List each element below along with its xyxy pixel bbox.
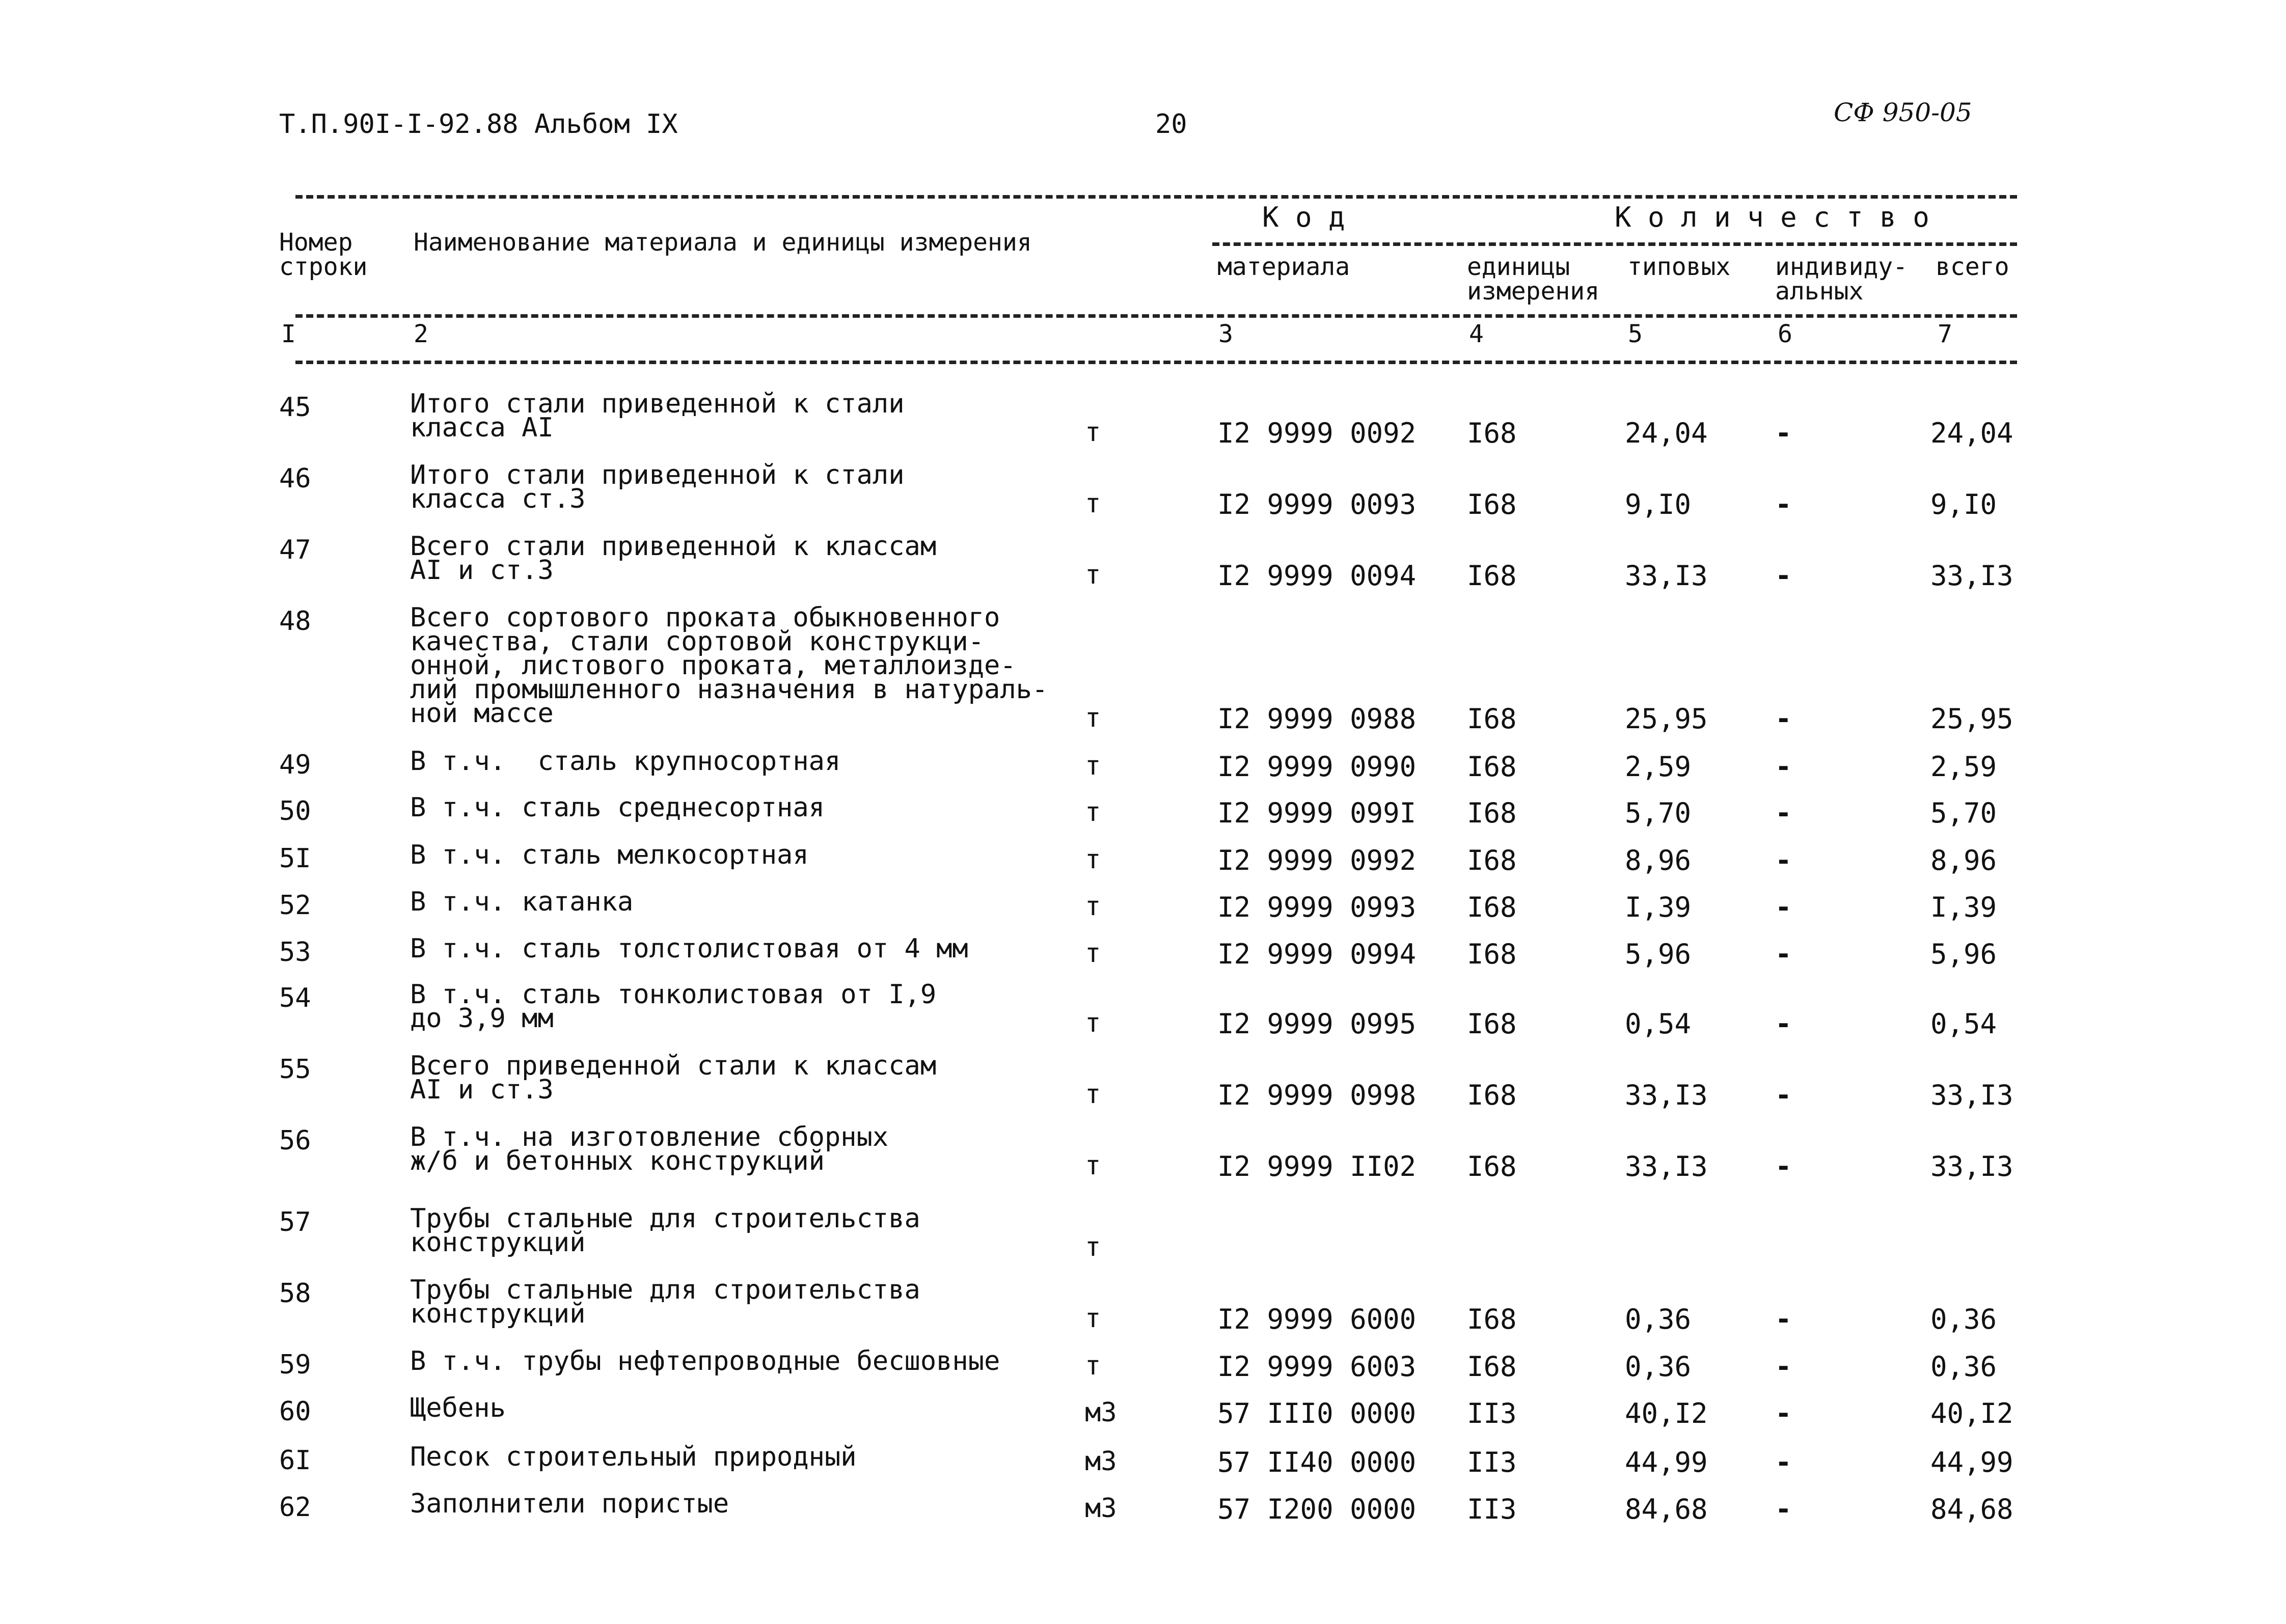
- total-quantity: 5,96: [1930, 938, 1997, 970]
- individual-quantity: -: [1775, 1397, 1792, 1429]
- column-number-5: 5: [1628, 320, 1643, 348]
- unit-code: I68: [1467, 703, 1517, 735]
- unit-code: I68: [1467, 1008, 1517, 1040]
- row-number: 55: [279, 1054, 311, 1085]
- typical-quantity: 33,I3: [1625, 560, 1708, 592]
- typical-quantity: 33,I3: [1625, 1079, 1708, 1111]
- unit-of-measure: т: [1085, 560, 1101, 590]
- row-number: 5I: [279, 843, 311, 874]
- unit-of-measure: м3: [1085, 1493, 1117, 1524]
- col-typical-header: типовых: [1627, 253, 1731, 281]
- typical-quantity: 40,I2: [1625, 1397, 1708, 1429]
- row-number: 53: [279, 937, 311, 968]
- individual-quantity: -: [1775, 1150, 1792, 1182]
- material-name: Песок строительный природный: [410, 1442, 857, 1472]
- material-name: Трубы стальные для строительства конструкций: [410, 1275, 920, 1329]
- unit-code: I68: [1467, 751, 1517, 783]
- row-number: 46: [279, 463, 311, 494]
- material-code: I2 9999 0988: [1217, 703, 1417, 735]
- unit-of-measure: т: [1085, 891, 1101, 922]
- material-code: I2 9999 0093: [1217, 488, 1417, 520]
- individual-quantity: -: [1775, 488, 1792, 520]
- row-number: 47: [279, 535, 311, 565]
- individual-quantity: -: [1775, 1008, 1792, 1040]
- column-number-4: 4: [1469, 320, 1484, 348]
- unit-code: I68: [1467, 1303, 1517, 1335]
- unit-code: I68: [1467, 1079, 1517, 1111]
- material-name: В т.ч. на изготовление сборных ж/б и бетонных конструкций: [410, 1122, 889, 1176]
- column-number-7: 7: [1938, 320, 1952, 348]
- individual-quantity: -: [1775, 417, 1792, 449]
- total-quantity: 0,36: [1930, 1351, 1997, 1383]
- row-number: 57: [279, 1207, 311, 1237]
- row-number: 52: [279, 890, 311, 921]
- material-code: I2 9999 0992: [1217, 844, 1417, 876]
- unit-code: I68: [1467, 1351, 1517, 1383]
- column-number-6: 6: [1778, 320, 1792, 348]
- total-quantity: 0,54: [1930, 1008, 1997, 1040]
- total-quantity: 2,59: [1930, 751, 1997, 783]
- quantity-group-header: К о л и ч е с т в о: [1615, 201, 1929, 233]
- row-number: 45: [279, 392, 311, 423]
- material-code: 57 III0 0000: [1217, 1397, 1417, 1429]
- column-number-1: I: [281, 320, 296, 348]
- material-code: I2 9999 099I: [1217, 797, 1417, 829]
- material-name: В т.ч. катанка: [410, 887, 634, 917]
- code-group-header: К о д: [1262, 201, 1345, 233]
- typical-quantity: 25,95: [1625, 703, 1708, 735]
- typical-quantity: I,39: [1625, 891, 1692, 923]
- total-quantity: 9,I0: [1930, 488, 1997, 520]
- row-number: 50: [279, 796, 311, 827]
- material-code: I2 9999 6003: [1217, 1351, 1417, 1383]
- unit-code: I68: [1467, 844, 1517, 876]
- row-number: 6I: [279, 1445, 311, 1476]
- material-code: I2 9999 0092: [1217, 417, 1417, 449]
- row-number: 59: [279, 1350, 311, 1380]
- typical-quantity: 0,54: [1625, 1008, 1692, 1040]
- material-code: 57 II40 0000: [1217, 1446, 1417, 1478]
- document-reference: Т.П.90I-I-92.88 Альбом IX: [279, 109, 678, 140]
- col-material-code-header: материала: [1217, 253, 1350, 281]
- typical-quantity: 2,59: [1625, 751, 1692, 783]
- typical-quantity: 5,70: [1625, 797, 1692, 829]
- material-code: I2 9999 0998: [1217, 1079, 1417, 1111]
- unit-of-measure: т: [1085, 1351, 1101, 1381]
- row-number: 54: [279, 983, 311, 1013]
- unit-of-measure: м3: [1085, 1446, 1117, 1477]
- unit-code: I68: [1467, 417, 1517, 449]
- column-numbers-bottom-rule: [295, 361, 2017, 364]
- total-quantity: 33,I3: [1930, 1150, 2013, 1182]
- unit-of-measure: м3: [1085, 1397, 1117, 1428]
- unit-code: II3: [1467, 1397, 1517, 1429]
- individual-quantity: -: [1775, 703, 1792, 735]
- row-number: 58: [279, 1278, 311, 1309]
- material-code: I2 9999 0994: [1217, 938, 1417, 970]
- unit-code: II3: [1467, 1446, 1517, 1478]
- typical-quantity: 44,99: [1625, 1446, 1708, 1478]
- unit-of-measure: т: [1085, 703, 1101, 733]
- material-name: Заполнители пористые: [410, 1489, 729, 1519]
- unit-of-measure: т: [1085, 488, 1101, 519]
- unit-of-measure: т: [1085, 1079, 1101, 1110]
- unit-code: I68: [1467, 891, 1517, 923]
- material-name: Итого стали приведенной к стали класса ст.3: [410, 460, 905, 514]
- individual-quantity: -: [1775, 1351, 1792, 1383]
- individual-quantity: -: [1775, 1079, 1792, 1111]
- material-name: Всего стали приведенной к классам АI и ст.3: [410, 531, 937, 586]
- material-name: Всего приведенной стали к классам АI и ст.3: [410, 1051, 937, 1105]
- material-code: I2 9999 0990: [1217, 751, 1417, 783]
- material-code: 57 I200 0000: [1217, 1493, 1417, 1525]
- unit-of-measure: т: [1085, 1303, 1101, 1334]
- material-code: I2 9999 II02: [1217, 1150, 1417, 1182]
- unit-code: I68: [1467, 488, 1517, 520]
- unit-code: I68: [1467, 560, 1517, 592]
- unit-of-measure: т: [1085, 938, 1101, 969]
- unit-of-measure: т: [1085, 417, 1101, 448]
- material-code: I2 9999 0993: [1217, 891, 1417, 923]
- typical-quantity: 0,36: [1625, 1303, 1692, 1335]
- material-name: В т.ч. сталь толстолистовая от 4 мм: [410, 933, 968, 964]
- column-number-3: 3: [1218, 320, 1233, 348]
- individual-quantity: -: [1775, 891, 1792, 923]
- typical-quantity: 0,36: [1625, 1351, 1692, 1383]
- unit-of-measure: т: [1085, 844, 1101, 875]
- typical-quantity: 9,I0: [1625, 488, 1692, 520]
- col-total-header: всего: [1936, 253, 2009, 281]
- material-name: Щебень: [410, 1393, 506, 1423]
- column-numbers-top-rule: [295, 314, 2017, 318]
- col-unit-code-header: единицы измерения: [1467, 253, 1600, 306]
- unit-of-measure: т: [1085, 1232, 1101, 1262]
- total-quantity: 8,96: [1930, 844, 1997, 876]
- col-row-number-header: Номер строки: [279, 228, 368, 281]
- row-number: 56: [279, 1125, 311, 1156]
- total-quantity: 25,95: [1930, 703, 2013, 735]
- material-code: I2 9999 0094: [1217, 560, 1417, 592]
- total-quantity: I,39: [1930, 891, 1997, 923]
- individual-quantity: -: [1775, 797, 1792, 829]
- row-number: 48: [279, 606, 311, 637]
- unit-code: I68: [1467, 938, 1517, 970]
- material-name: В т.ч. трубы нефтепроводные бесшовные: [410, 1346, 1000, 1377]
- individual-quantity: -: [1775, 751, 1792, 783]
- column-number-2: 2: [414, 320, 428, 348]
- unit-of-measure: т: [1085, 751, 1101, 781]
- unit-code: I68: [1467, 797, 1517, 829]
- col-name-header: Наименование материала и единицы измерения: [414, 228, 1032, 257]
- total-quantity: 40,I2: [1930, 1397, 2013, 1429]
- individual-quantity: -: [1775, 844, 1792, 876]
- individual-quantity: -: [1775, 560, 1792, 592]
- total-quantity: 84,68: [1930, 1493, 2013, 1525]
- individual-quantity: -: [1775, 938, 1792, 970]
- unit-of-measure: т: [1085, 797, 1101, 828]
- typical-quantity: 8,96: [1625, 844, 1692, 876]
- material-code: I2 9999 6000: [1217, 1303, 1417, 1335]
- unit-of-measure: т: [1085, 1008, 1101, 1038]
- individual-quantity: -: [1775, 1493, 1792, 1525]
- unit-code: I68: [1467, 1150, 1517, 1182]
- typical-quantity: 5,96: [1625, 938, 1692, 970]
- total-quantity: 33,I3: [1930, 560, 2013, 592]
- material-name: В т.ч. сталь крупносортная: [410, 746, 841, 777]
- material-code: I2 9999 0995: [1217, 1008, 1417, 1040]
- row-number: 62: [279, 1492, 311, 1523]
- typical-quantity: 84,68: [1625, 1493, 1708, 1525]
- material-name: Всего сортового проката обыкновенного качества, стали сортовой конструкци- онной, листового проката, металлоизде- лий промышленного назначения в натураль- ной массе: [410, 602, 1048, 729]
- total-quantity: 44,99: [1930, 1446, 2013, 1478]
- total-quantity: 0,36: [1930, 1303, 1997, 1335]
- material-name: В т.ч. сталь тонколистовая от I,9 до 3,9 мм: [410, 979, 937, 1034]
- typical-quantity: 24,04: [1625, 417, 1708, 449]
- unit-code: II3: [1467, 1493, 1517, 1525]
- typical-quantity: 33,I3: [1625, 1150, 1708, 1182]
- total-quantity: 5,70: [1930, 797, 1997, 829]
- col-individual-header: индивиду- альных: [1775, 253, 1908, 306]
- material-name: Итого стали приведенной к стали класса АI: [410, 389, 905, 443]
- material-name: Трубы стальные для строительства конструкций: [410, 1203, 920, 1258]
- individual-quantity: -: [1775, 1303, 1792, 1335]
- total-quantity: 33,I3: [1930, 1079, 2013, 1111]
- handwritten-code: СФ 950-05: [1834, 98, 1972, 127]
- individual-quantity: -: [1775, 1446, 1792, 1478]
- header-top-rule: [295, 195, 2017, 199]
- page-number: 20: [1155, 109, 1187, 140]
- row-number: 60: [279, 1396, 311, 1427]
- material-name: В т.ч. сталь среднесортная: [410, 792, 825, 823]
- material-name: В т.ч. сталь мелкосортная: [410, 840, 809, 870]
- total-quantity: 24,04: [1930, 417, 2013, 449]
- header-sub-rule: [1212, 242, 2017, 246]
- row-number: 49: [279, 750, 311, 780]
- unit-of-measure: т: [1085, 1150, 1101, 1181]
